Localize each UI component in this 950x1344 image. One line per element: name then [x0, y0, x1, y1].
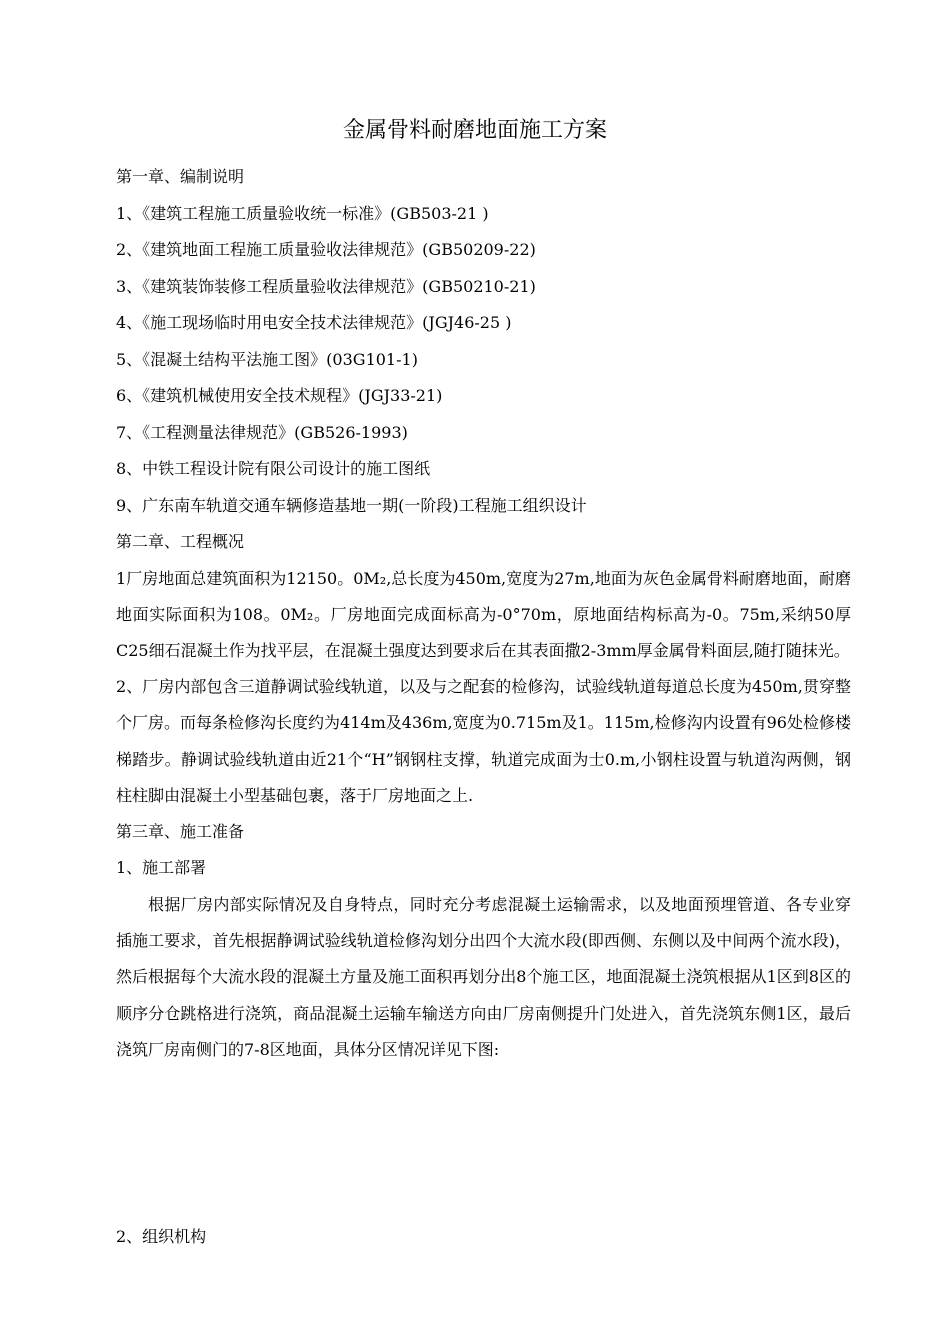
reference-item: 9、广东南车轨道交通车辆修造基地一期(一阶段)工程施工组织设计 [116, 495, 587, 515]
chapter1-heading: 第一章、编制说明 [116, 167, 245, 186]
reference-item: 2、《建筑地面工程施工质量验收法律规范》(GB50209-22) [116, 240, 536, 259]
reference-item: 7、《工程测量法律规范》(GB526-1993) [116, 422, 408, 442]
deployment-paragraph: 根据厂房内部实际情况及自身特点，同时充分考虑混凝土运输需求，以及地面预埋管道、各专业穿插施工要求，首先根据静调试验线轨道检修沟划分出四个大流水段(即西侧、东侧以及中间两个流水段)，然后根据每个大流水段的混凝土方量及施工面积再划分出8个施工区，地面混凝土浇筑根据从1区到8区的顺序分仓跳格进行浇筑，商品混凝土运输车输送方向由厂房南侧提升门处进入，首先浇筑东侧1区，最后浇筑厂房南侧门的7-8区地面，具体分区情况详见下图: [116, 894, 851, 1059]
reference-item: 3、《建筑装饰装修工程质量验收法律规范》(GB50210-21) [116, 276, 536, 296]
chapter3-heading: 第三章、施工准备 [116, 821, 245, 841]
reference-item: 8、中铁工程设计院有限公司设计的施工图纸 [116, 459, 431, 478]
chapter2-heading: 第二章、工程概况 [116, 532, 245, 551]
reference-item: 4、《施工现场临时用电安全技术法律规范》(JGJ46-25 ) [116, 313, 512, 332]
document-title: 金属骨料耐磨地面施工方案 [342, 118, 607, 143]
reference-item: 5、《混凝土结构平法施工图》(03G101-1) [116, 349, 418, 369]
reference-item: 6、《建筑机械使用安全技术规程》(JGJ33-21) [116, 386, 443, 405]
section-heading-organization: 2、组织机构 [116, 1227, 207, 1246]
chapter1-section [116, 159, 851, 1068]
reference-item: 1、《建筑工程施工质量验收统一标准》(GB503-21 ) [116, 203, 489, 223]
overview-paragraph-1: 1厂房地面总建筑面积为12150。0M₂,总长度为450m,宽度为27m,地面为灰色金属骨料耐磨地面，耐磨地面实际面积为108。0M₂。厂房地面完成面标高为-0°70m，原地面结构标高为-0。75m,采纳50厚C25细石混凝土作为找平层，在混凝土强度达到要求后在其表面撒2-3mm厚金属骨料面层,随打随抹光。 [116, 568, 851, 660]
section-heading-deployment: 1、施工部署 [116, 858, 207, 878]
overview-paragraph-2: 2、厂房内部包含三道静调试验线轨道，以及与之配套的检修沟，试验线轨道每道总长度为450m,贯穿整个厂房。而每条检修沟长度约为414m及436m,宽度为0.715m及1。115m,检修沟内设置有96处检修楼梯踏步。静调试验线轨道由近21个“H”钢钢柱支撑，轨道完成面为士0.m,小钢柱设置与轨道沟两侧，钢柱柱脚由混凝土小型基础包裹，落于厂房地面之上. [116, 677, 851, 805]
